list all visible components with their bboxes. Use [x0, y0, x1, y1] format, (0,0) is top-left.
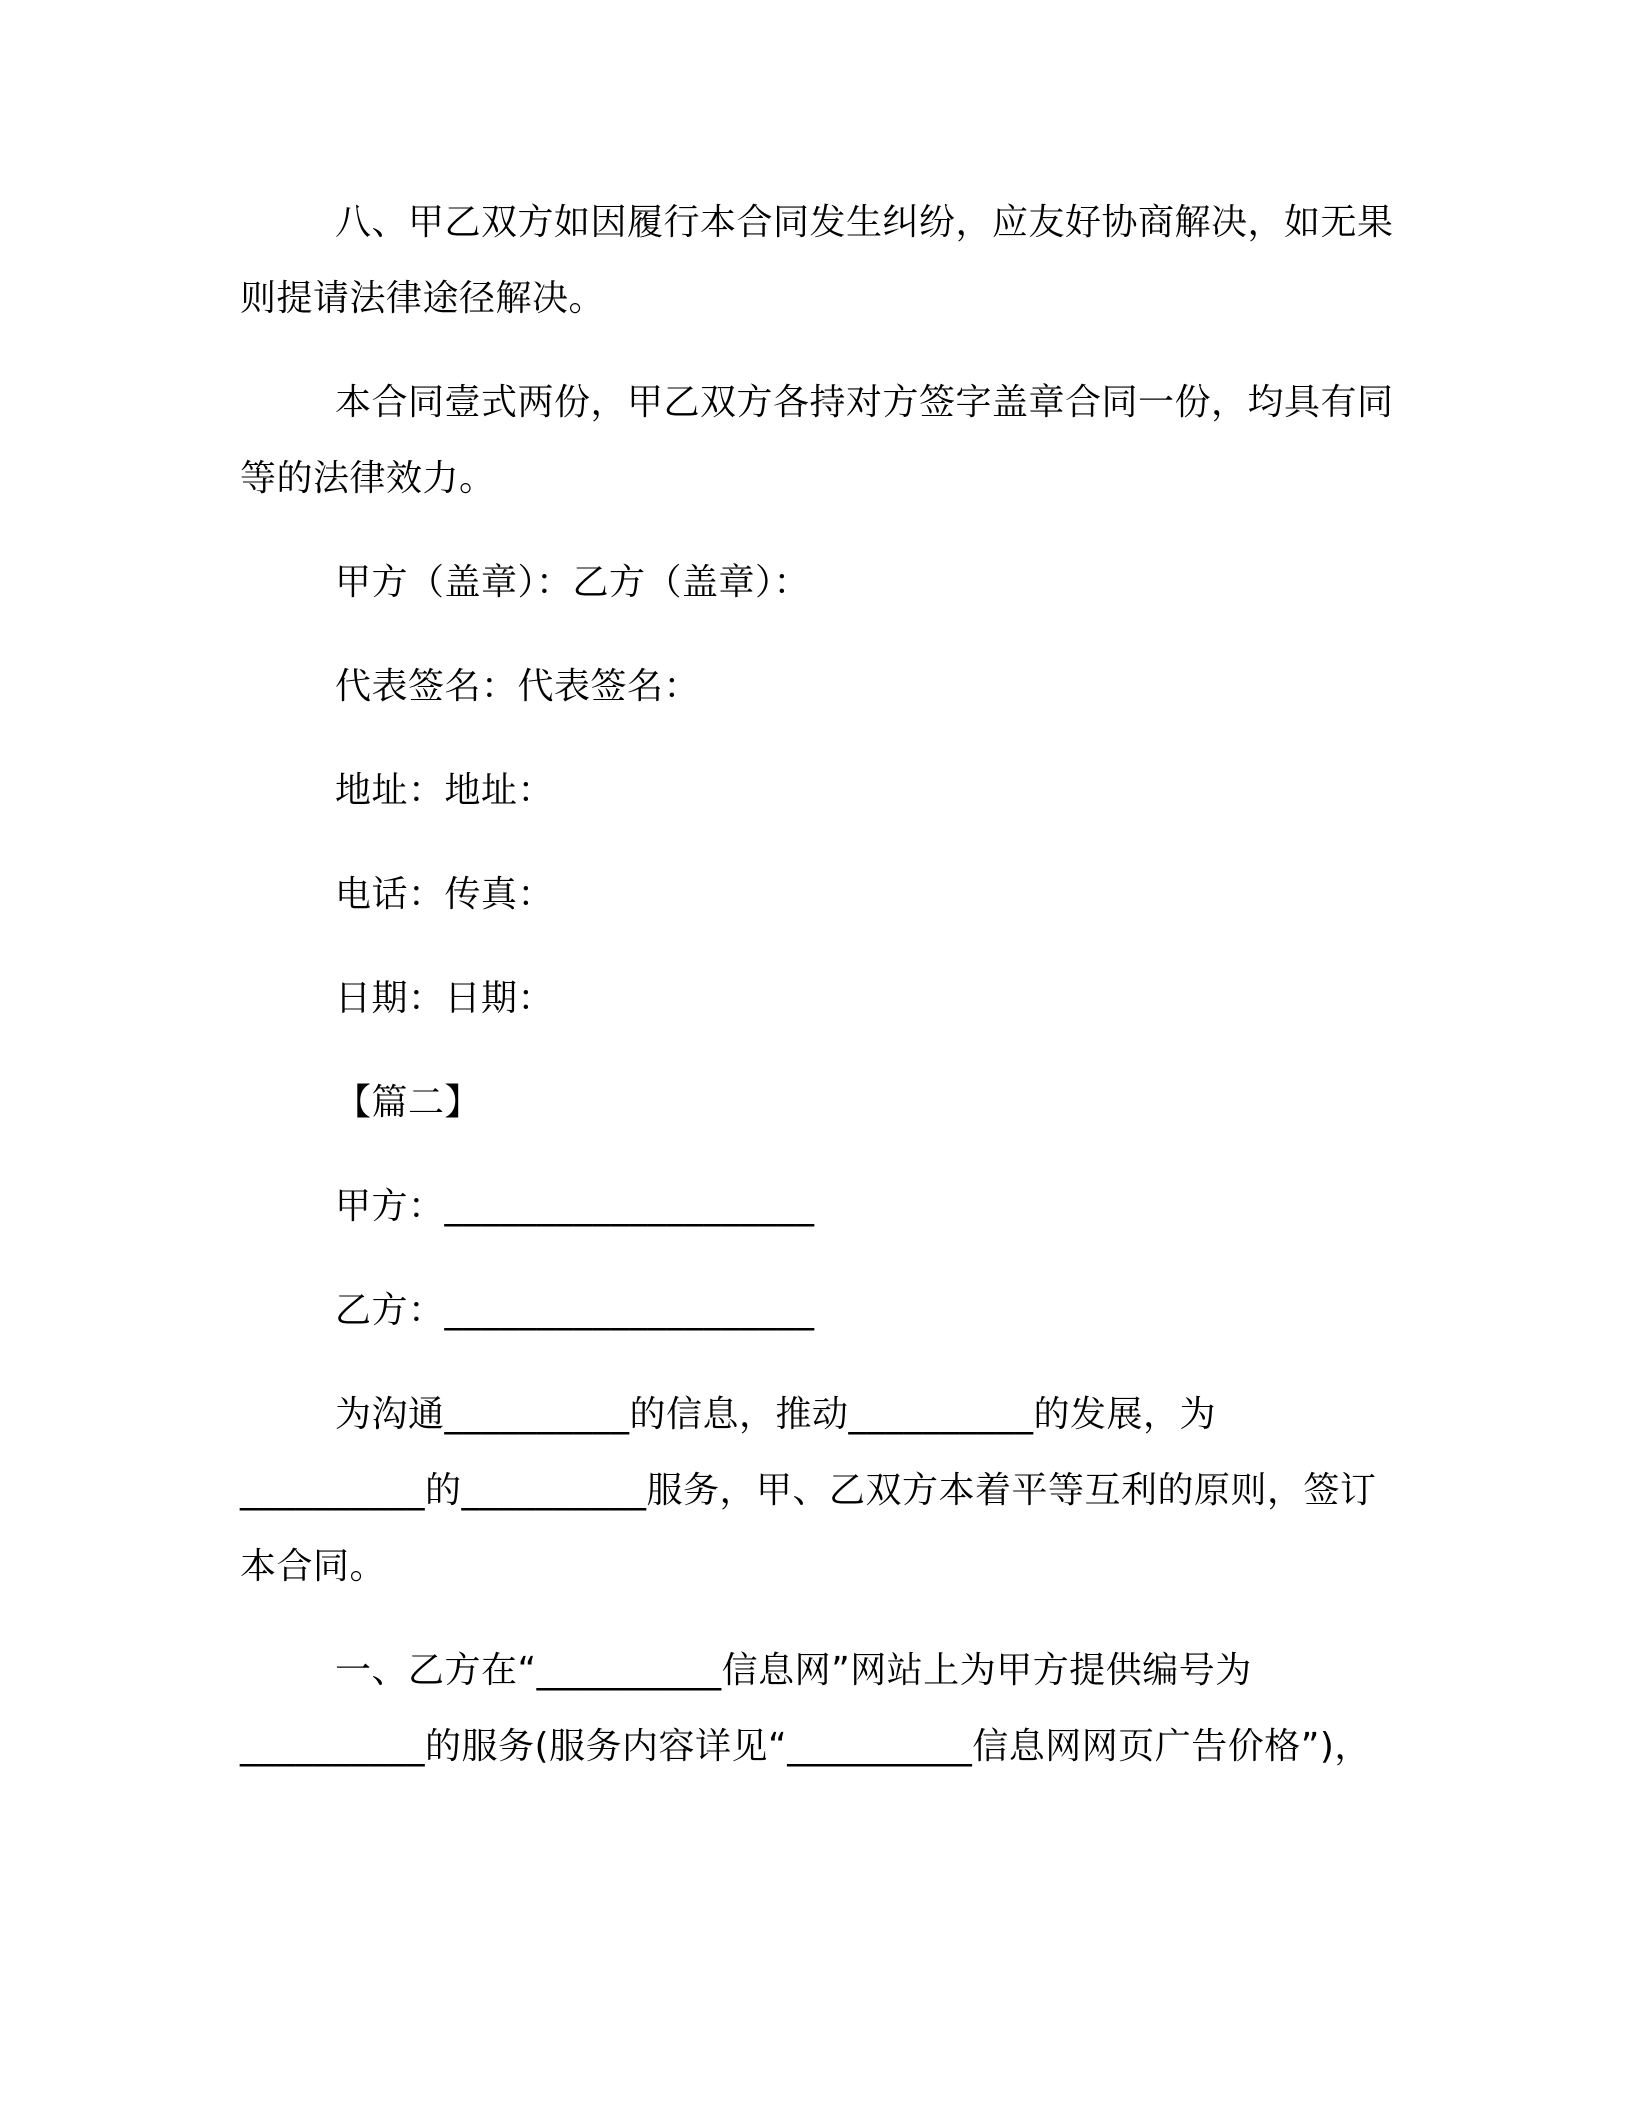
purpose-paragraph: 为沟通__________的信息，推动__________的发展，为__________的__________服务，甲、乙双方本着平等互利的原则，签订本合同。: [240, 1394, 1377, 1587]
date-line: 日期：日期：: [335, 978, 555, 1019]
party-b-line: 乙方：____________________: [335, 1290, 815, 1331]
party-seal-line: 甲方（盖章）：乙方（盖章）：: [335, 562, 811, 603]
document-body: [240, 185, 1400, 1813]
party-a-line: 甲方：____________________: [335, 1186, 815, 1227]
clause-one: 一、乙方在“__________信息网”网站上为甲方提供编号为__________的服务(服务内容详见“__________信息网网页广告价格”)，: [240, 1650, 1371, 1767]
address-line: 地址：地址：: [335, 770, 555, 811]
section-heading: 【篇二】: [335, 1082, 482, 1123]
representative-signature-line: 代表签名：代表签名：: [335, 666, 701, 707]
phone-fax-line: 电话：传真：: [335, 874, 555, 915]
clause-eight: 八、甲乙双方如因履行本合同发生纠纷，应友好协商解决，如无果则提请法律途径解决。: [240, 202, 1394, 319]
copies-clause: 本合同壹式两份，甲乙双方各持对方签字盖章合同一份，均具有同等的法律效力。: [240, 382, 1394, 499]
